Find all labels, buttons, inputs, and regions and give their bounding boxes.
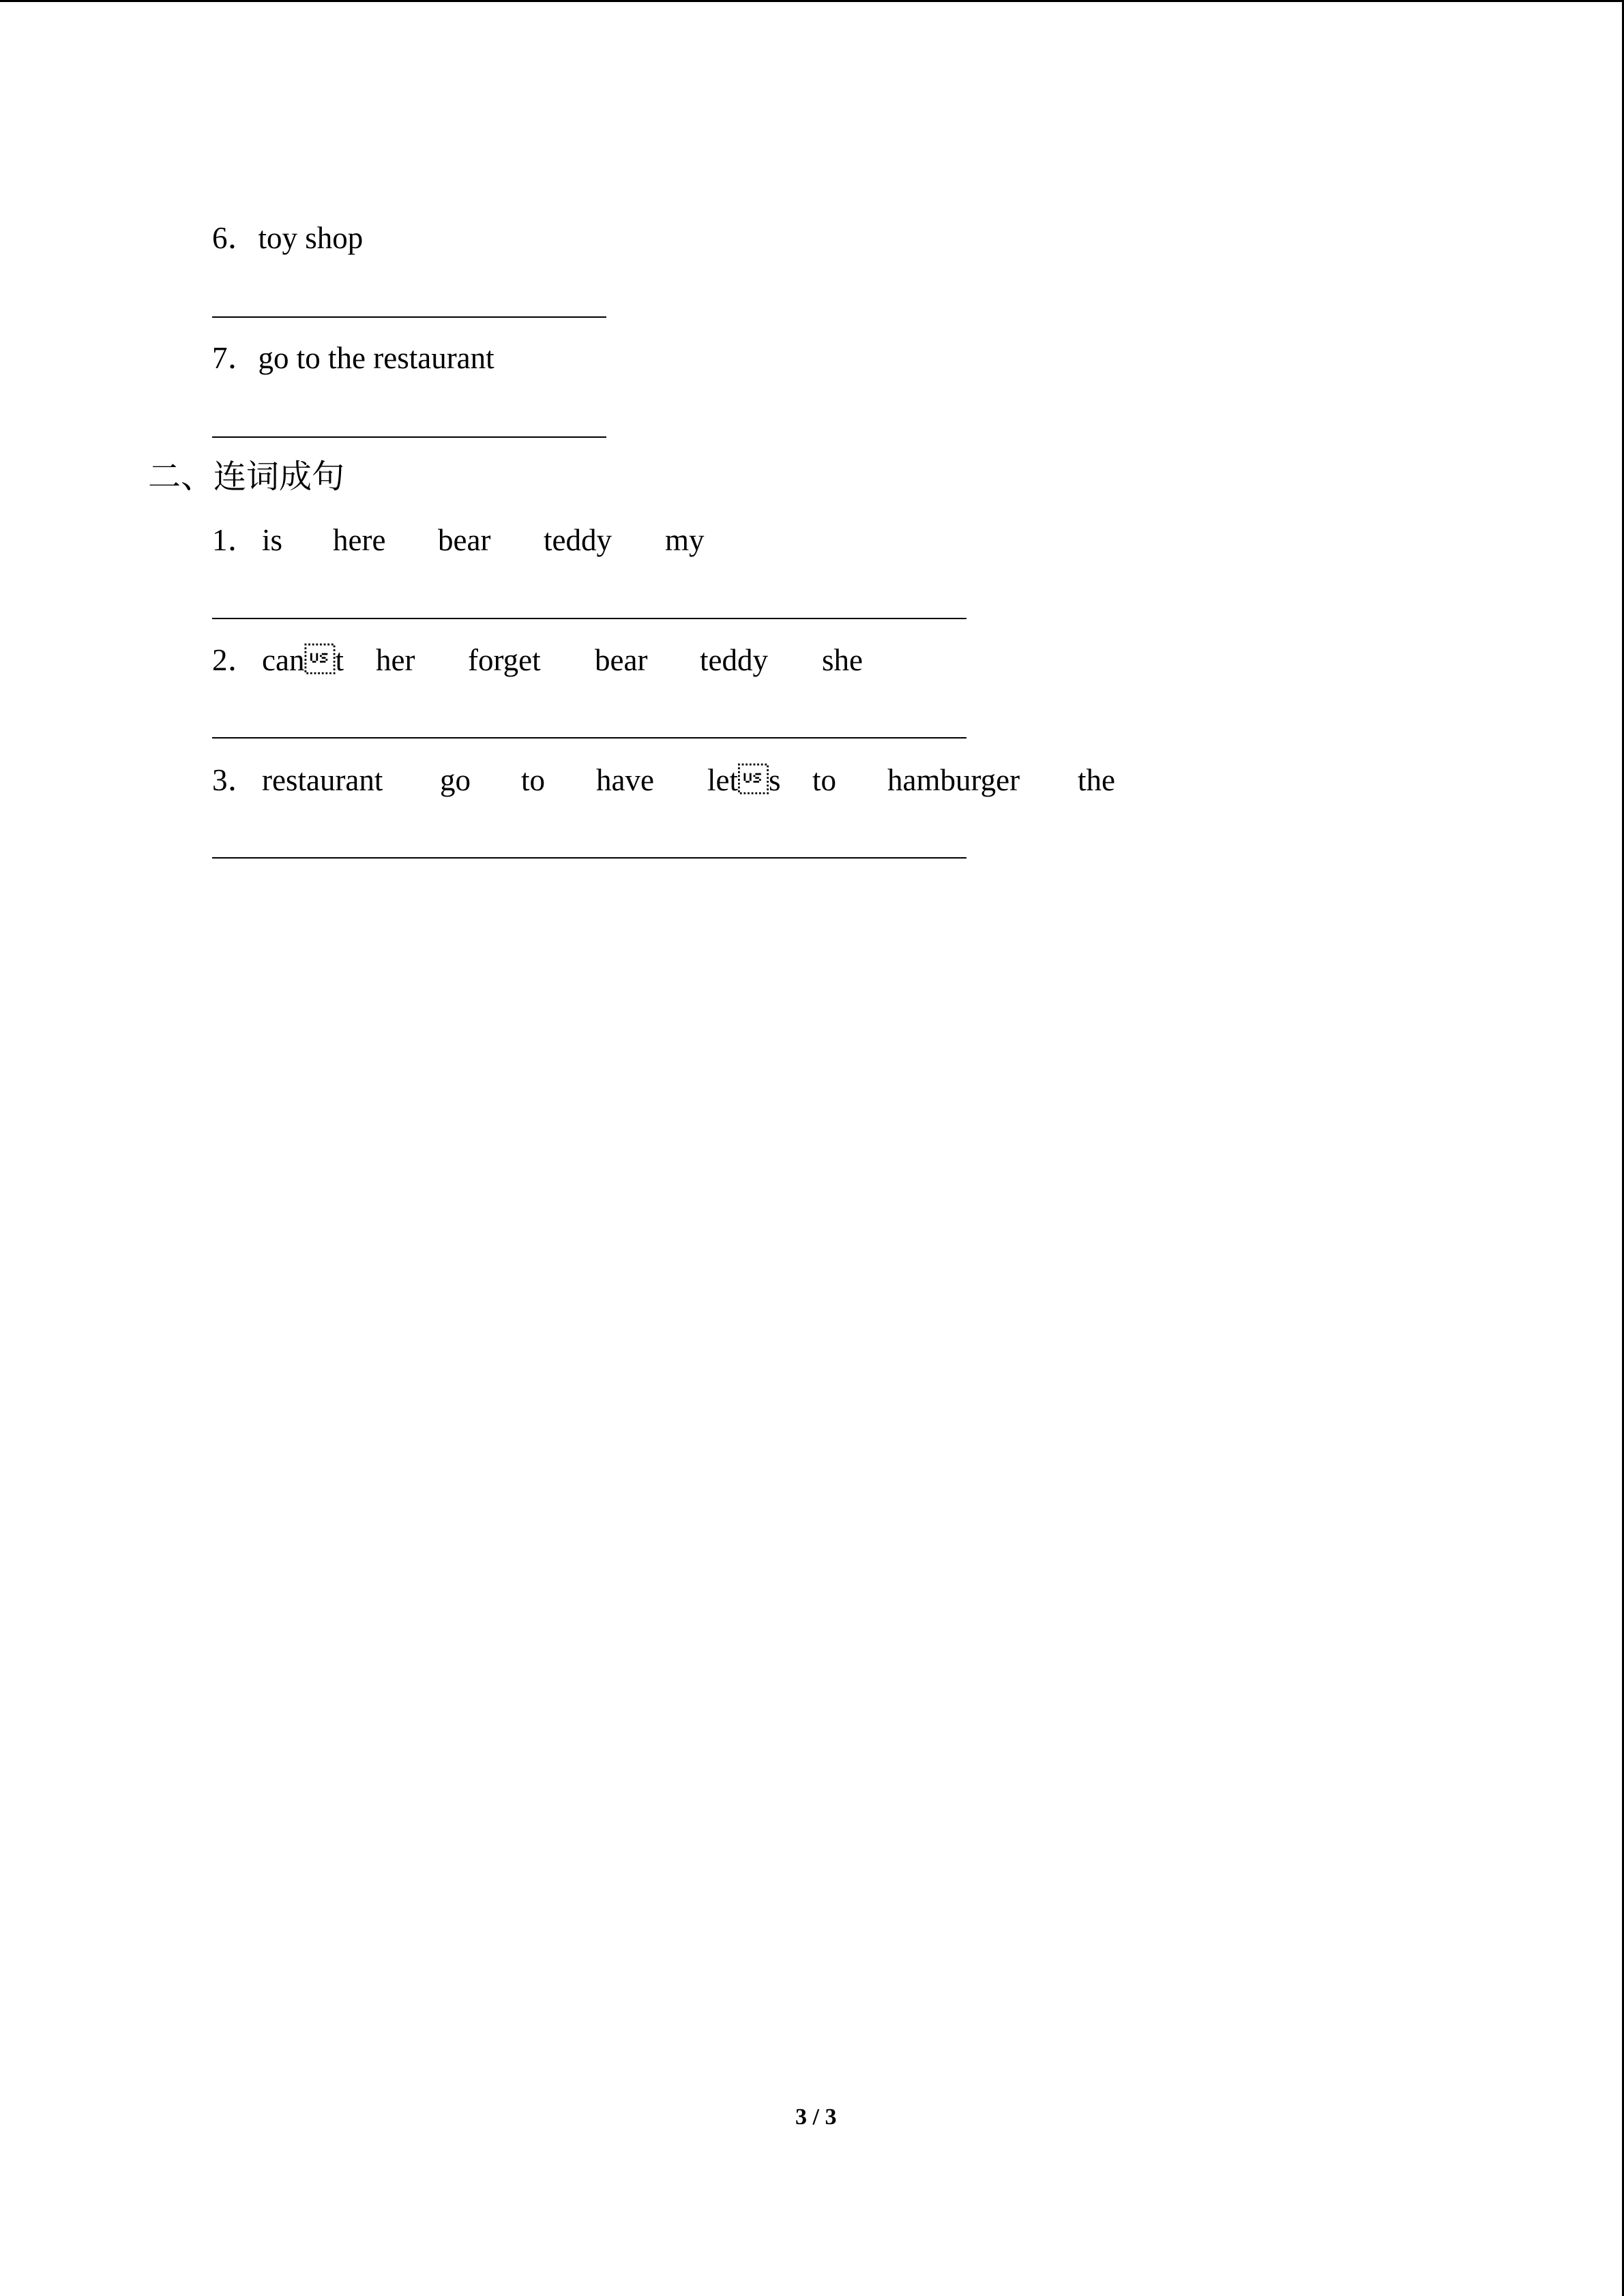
answer-line-s1[interactable] — [212, 618, 966, 619]
word-token: to — [521, 763, 546, 797]
answer-line-s3[interactable] — [212, 857, 966, 859]
question-7 — [212, 343, 494, 374]
answer-line-s2[interactable] — [212, 737, 966, 739]
word-token: she — [822, 643, 863, 677]
page-number: 3 / 3 — [795, 2104, 837, 2130]
word-token: have — [596, 763, 654, 797]
question-text: go to the restaurant — [258, 341, 494, 375]
question-number: 2． — [212, 643, 259, 677]
word-token: teddy — [544, 523, 612, 557]
word-token: her — [376, 643, 415, 677]
word-token: here — [333, 523, 386, 557]
word-token: bear — [595, 643, 648, 677]
question-number: 6． — [212, 221, 259, 255]
word-token: my — [665, 523, 705, 557]
word-token: let s — [707, 763, 781, 797]
word-token: to — [812, 763, 837, 797]
question-number: 3． — [212, 763, 259, 797]
answer-line-6[interactable] — [212, 316, 606, 318]
word-token: restaurant — [262, 763, 383, 797]
word-token: go — [440, 763, 471, 797]
word-token: bear — [438, 523, 491, 557]
section-heading: 二、连词成句 — [148, 458, 345, 496]
question-6 — [212, 223, 363, 254]
word-token: the — [1078, 763, 1115, 797]
word-token: can t — [262, 643, 344, 677]
word-token: forget — [468, 643, 541, 677]
answer-line-7[interactable] — [212, 436, 606, 438]
question-text: toy shop — [258, 221, 364, 255]
question-number: 7． — [212, 341, 259, 375]
word-token: teddy — [700, 643, 768, 677]
question-number: 1． — [212, 523, 259, 557]
word-token: hamburger — [887, 763, 1020, 797]
word-token: is — [262, 523, 283, 557]
